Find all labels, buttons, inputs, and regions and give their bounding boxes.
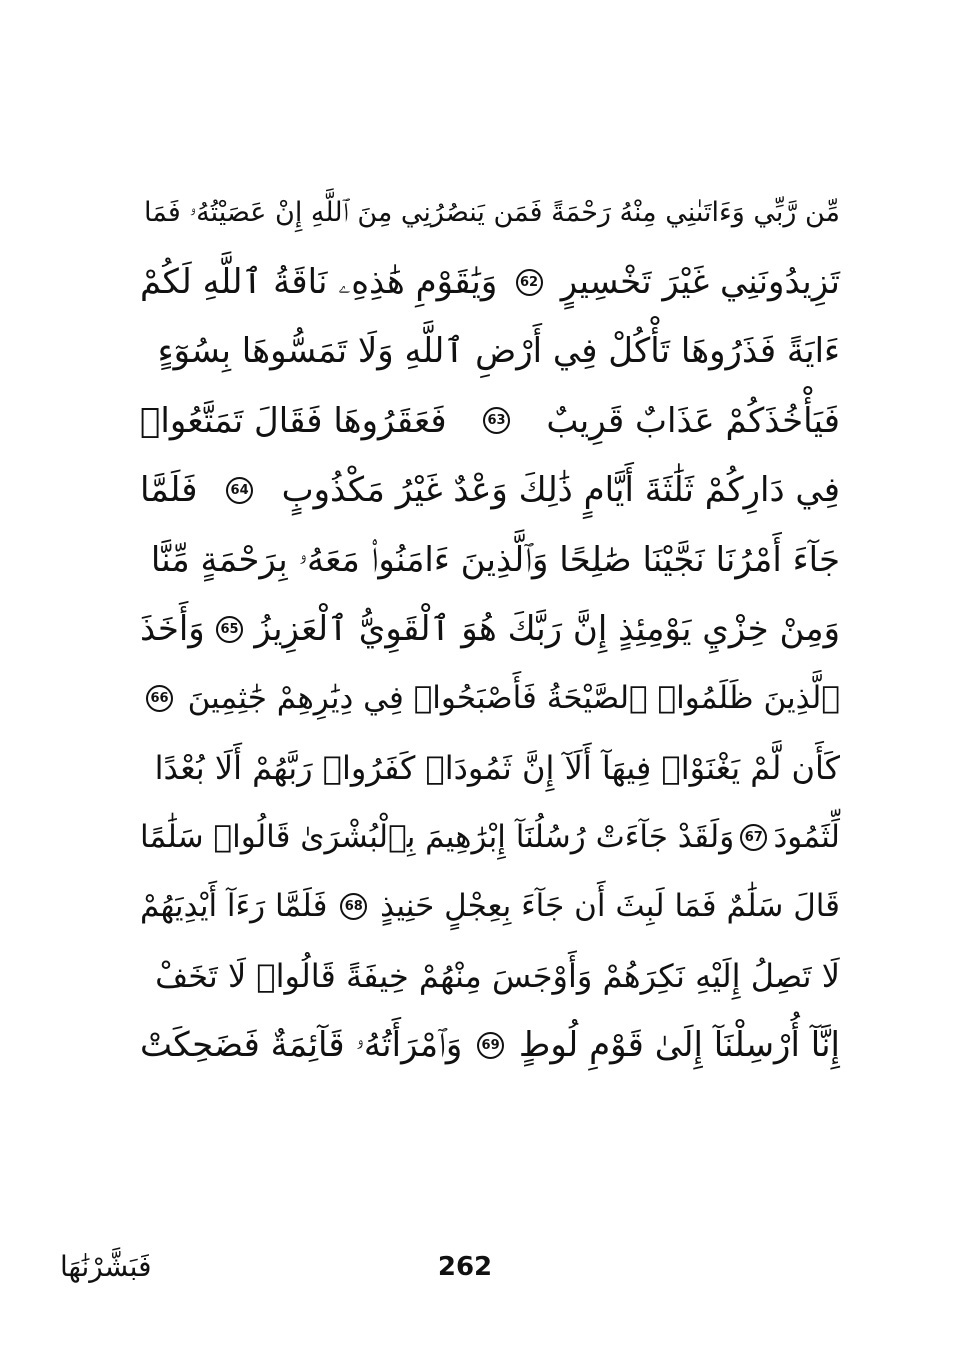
ayah-number-marker: 65 bbox=[216, 616, 243, 643]
text-line bbox=[140, 872, 840, 941]
text-line bbox=[140, 733, 840, 802]
verse-text: لَا تَصِلُ إِلَيْهِ نَكِرَهُمْ وَأَوْجَسَ مِنْهُمْ خِيفَةً قَالُوا۟ لَا تَخَفْ bbox=[155, 956, 840, 995]
ayah-number-marker: 66 bbox=[146, 685, 173, 712]
verse-text: إِنَّآ أُرْسِلْنَآ إِلَىٰ قَوْمِ لُوطٍ bbox=[518, 1025, 840, 1066]
verse-text: كَأَن لَّمْ يَغْنَوْا۟ فِيهَآ أَلَآ إِنَّ ثَمُودَا۟ كَفَرُوا۟ رَبَّهُمْ أَلَا بُعْدًا bbox=[154, 748, 840, 787]
ayah-number-marker: 64 bbox=[226, 477, 253, 504]
text-line bbox=[140, 456, 840, 525]
verse-text: وَمِنْ خِزْيِ يَوْمِئِذٍ إِنَّ رَبَّكَ هُوَ ٱلْقَوِيُّ ٱلْعَزِيزُ bbox=[254, 609, 840, 650]
verse-text: تَزِيدُونَنِي غَيْرَ تَخْسِيرٍ bbox=[560, 262, 840, 303]
ayah-number-marker: 67 bbox=[740, 824, 767, 851]
text-line bbox=[140, 178, 840, 247]
catchword: فَبَشَّرْنَٰهَا bbox=[60, 1250, 152, 1283]
verse-text: ٱلَّذِينَ ظَلَمُوا۟ ٱلصَّيْحَةُ فَأَصْبَحُوا۟ فِي دِيَٰرِهِمْ جَٰثِمِينَ bbox=[187, 679, 840, 716]
page-number: 262 bbox=[437, 1252, 493, 1282]
quran-text-block bbox=[140, 178, 840, 1080]
text-line bbox=[140, 594, 840, 663]
verse-text: وَلَقَدْ جَآءَتْ رُسُلُنَآ إِبْرَٰهِيمَ بِٱلْبُشْرَىٰ قَالُوا۟ سَلَٰمًا bbox=[140, 818, 735, 855]
verse-text: فَلَمَّا bbox=[140, 470, 198, 511]
verse-text: لِّثَمُودَ bbox=[773, 818, 840, 855]
ayah-number-marker: 68 bbox=[340, 893, 367, 920]
text-line bbox=[140, 525, 840, 594]
verse-text: فَيَأْخُذَكُمْ عَذَابٌ قَرِيبٌ bbox=[546, 400, 840, 441]
text-line bbox=[140, 317, 840, 386]
ayah-number-marker: 69 bbox=[477, 1032, 504, 1059]
verse-text: فَعَقَرُوهَا فَقَالَ تَمَتَّعُوا۟ bbox=[140, 400, 447, 441]
text-line bbox=[140, 941, 840, 1010]
text-line bbox=[140, 664, 840, 733]
verse-text: وَيَٰقَوْمِ هَٰذِهِۦ نَاقَةُ ٱللَّهِ لَكُمْ bbox=[140, 262, 498, 303]
verse-text: فَلَمَّا رَءَآ أَيْدِيَهُمْ bbox=[140, 888, 328, 925]
verse-text: فِي دَارِكُمْ ثَلَٰثَةَ أَيَّامٍ ذَٰلِكَ وَعْدٌ غَيْرُ مَكْذُوبٍ bbox=[281, 470, 840, 511]
verse-text: قَالَ سَلَٰمٌ فَمَا لَبِثَ أَن جَآءَ بِعِجْلٍ حَنِيذٍ bbox=[380, 888, 840, 925]
verse-text: وَٱمْرَأَتُهُۥ قَآئِمَةٌ فَضَحِكَتْ bbox=[140, 1025, 463, 1066]
ayah-number-marker: 62 bbox=[516, 269, 543, 296]
text-line bbox=[140, 803, 840, 872]
verse-text: وَأَخَذَ bbox=[140, 609, 205, 650]
text-line bbox=[140, 247, 840, 316]
verse-text: مِّن رَّبِّي وَءَاتَىٰنِي مِنْهُ رَحْمَةً فَمَن يَنصُرُنِي مِنَ ٱللَّهِ إِنْ عَصَيْتُهُۥ فَمَا bbox=[144, 197, 840, 229]
text-line bbox=[140, 1011, 840, 1080]
verse-text: جَآءَ أَمْرُنَا نَجَّيْنَا صَٰلِحًا وَٱلَّذِينَ ءَامَنُوا۟ مَعَهُۥ بِرَحْمَةٍ مِّنَّا bbox=[150, 539, 840, 580]
verse-text: ءَايَةً فَذَرُوهَا تَأْكُلْ فِي أَرْضِ ٱللَّهِ وَلَا تَمَسُّوهَا بِسُوٓءٍ bbox=[157, 331, 840, 372]
ayah-number-marker: 63 bbox=[483, 407, 510, 434]
text-line bbox=[140, 386, 840, 455]
